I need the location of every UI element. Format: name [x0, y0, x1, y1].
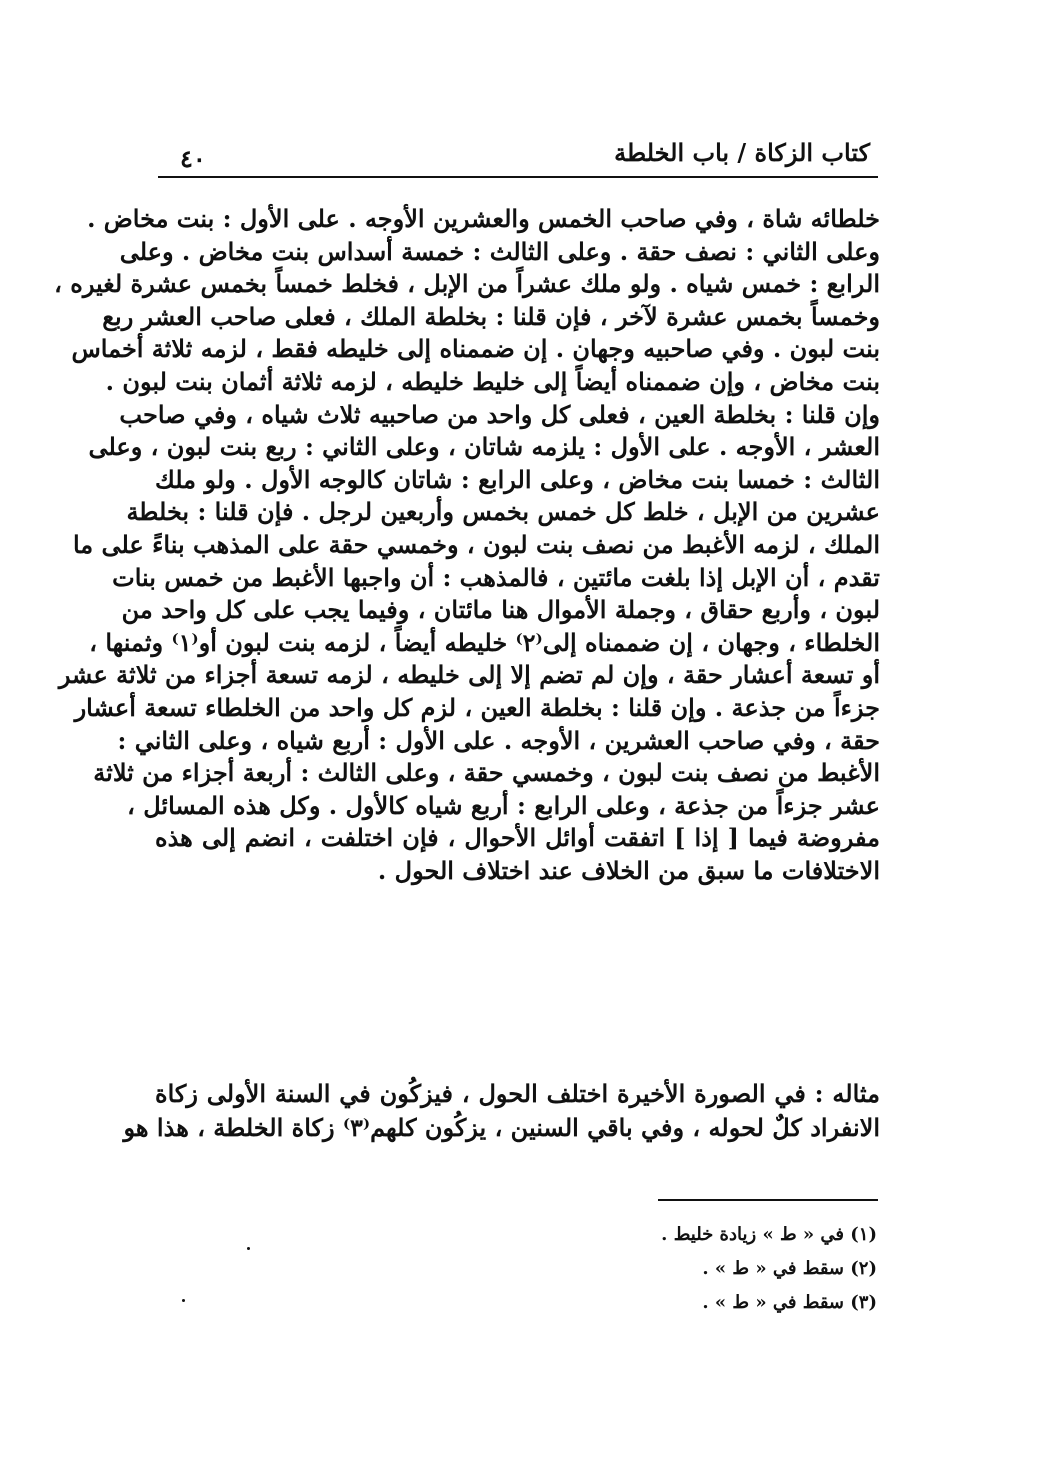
- text-line: الملك ، لزمه الأغبط من نصف بنت لبون ، وخمسي حقة على المذهب بناءً على ما: [72, 529, 880, 559]
- footnotes: [477, 1218, 877, 1320]
- text-line: الرابع : خمس شياه . ولو ملك عشراً من الإبل ، فخلط خمساً بخمس عشرة لغيره ،: [54, 269, 880, 299]
- main-paragraph: [54, 203, 880, 887]
- scan-speck: [247, 1247, 250, 1250]
- text-line: الانفراد كلٌ لحوله ، وفي باقي السنين ، يزكُون كلهم⁽٣⁾ زكاة الخلطة ، هذا هو: [123, 1113, 880, 1142]
- footnote-1: (١) في « ط » زيادة خليط .: [661, 1224, 877, 1245]
- text-line: بنت لبون . وفي صاحبيه وجهان . إن ضممناه إلى خليطه فقط ، لزمه ثلاثة أخماس: [71, 334, 880, 364]
- header-rule: [158, 176, 878, 178]
- running-title: كتاب الزكاة / باب الخلطة: [614, 138, 870, 167]
- text-line: مثاله : في الصورة الأخيرة اختلف الحول ، فيزكُون في السنة الأولى زكاة: [155, 1079, 880, 1108]
- page-number: ٤٠: [180, 144, 206, 173]
- text-line: الاختلافات ما سبق من الخلاف عند اختلاف الحول .: [377, 855, 880, 885]
- text-line: تقدم ، أن الإبل إذا بلغت مائتين ، فالمذهب : أن واجبها الأغبط من خمس بنات: [112, 562, 880, 592]
- text-line: حقة ، وفي صاحب العشرين ، الأوجه . على الأول : أربع شياه ، وعلى الثاني :: [117, 725, 880, 755]
- text-line: الأغبط من نصف بنت لبون ، وخمسي حقة ، وعلى الثالث : أربعة أجزاء من ثلاثة: [93, 758, 880, 788]
- text-line: وإن قلنا : بخلطة العين ، فعلى كل واحد من صاحبيه ثلاث شياه ، وفي صاحب: [119, 399, 880, 429]
- text-line: جزءاً من جذعة . وإن قلنا : بخلطة العين ، لزم كل واحد من الخلطاء تسعة أعشار: [74, 692, 880, 722]
- scan-speck: [182, 1299, 185, 1302]
- text-line: عشرين من الإبل ، خلط كل خمس بخمس وأربعين لرجل . فإن قلنا : بخلطة: [126, 497, 880, 527]
- text-line: الخلطاء ، وجهان ، إن ضممناه إلى⁽٢⁾ خليطه أيضاً ، لزمه بنت لبون أو⁽١⁾ وثمنها ،: [89, 627, 880, 657]
- example-paragraph: [123, 1077, 880, 1145]
- text-line: وعلى الثاني : نصف حقة . وعلى الثالث : خمسة أسداس بنت مخاض . وعلى: [119, 236, 880, 266]
- text-line: الثالث : خمسا بنت مخاض ، وعلى الرابع : شاتان كالوجه الأول . ولو ملك: [155, 464, 880, 494]
- footnote-3: (٣) سقط في « ط » .: [702, 1292, 877, 1313]
- text-line: لبون ، وأربع حقاق ، وجملة الأموال هنا مائتان ، وفيما يجب على كل واحد من: [121, 595, 880, 625]
- text-line: عشر جزءاً من جذعة ، وعلى الرابع : أربع شياه كالأول . وكل هذه المسائل ،: [127, 790, 880, 820]
- text-line: العشر ، الأوجه . على الأول : يلزمه شاتان ، وعلى الثاني : ربع بنت لبون ، وعلى: [88, 432, 880, 462]
- footnote-rule: [658, 1199, 878, 1201]
- text-line: أو تسعة أعشار حقة ، وإن لم تضم إلا إلى خليطه ، لزمه تسعة أجزاء من ثلاثة عشر: [58, 660, 880, 690]
- text-line: مفروضة فيما [ إذا ] اتفقت أوائل الأحوال ، فإن اختلفت ، انضم إلى هذه: [155, 823, 880, 853]
- text-line: وخمساً بخمس عشرة لآخر ، فإن قلنا : بخلطة الملك ، فعلى صاحب العشر ربع: [102, 301, 880, 331]
- page-header: [158, 128, 878, 178]
- text-line: بنت مخاض ، وإن ضممناه أيضاً إلى خليط خليطه ، لزمه ثلاثة أثمان بنت لبون .: [105, 366, 880, 396]
- footnote-2: (٢) سقط في « ط » .: [702, 1258, 877, 1279]
- text-line: خلطائه شاة ، وفي صاحب الخمس والعشرين الأوجه . على الأول : بنت مخاض .: [87, 204, 880, 233]
